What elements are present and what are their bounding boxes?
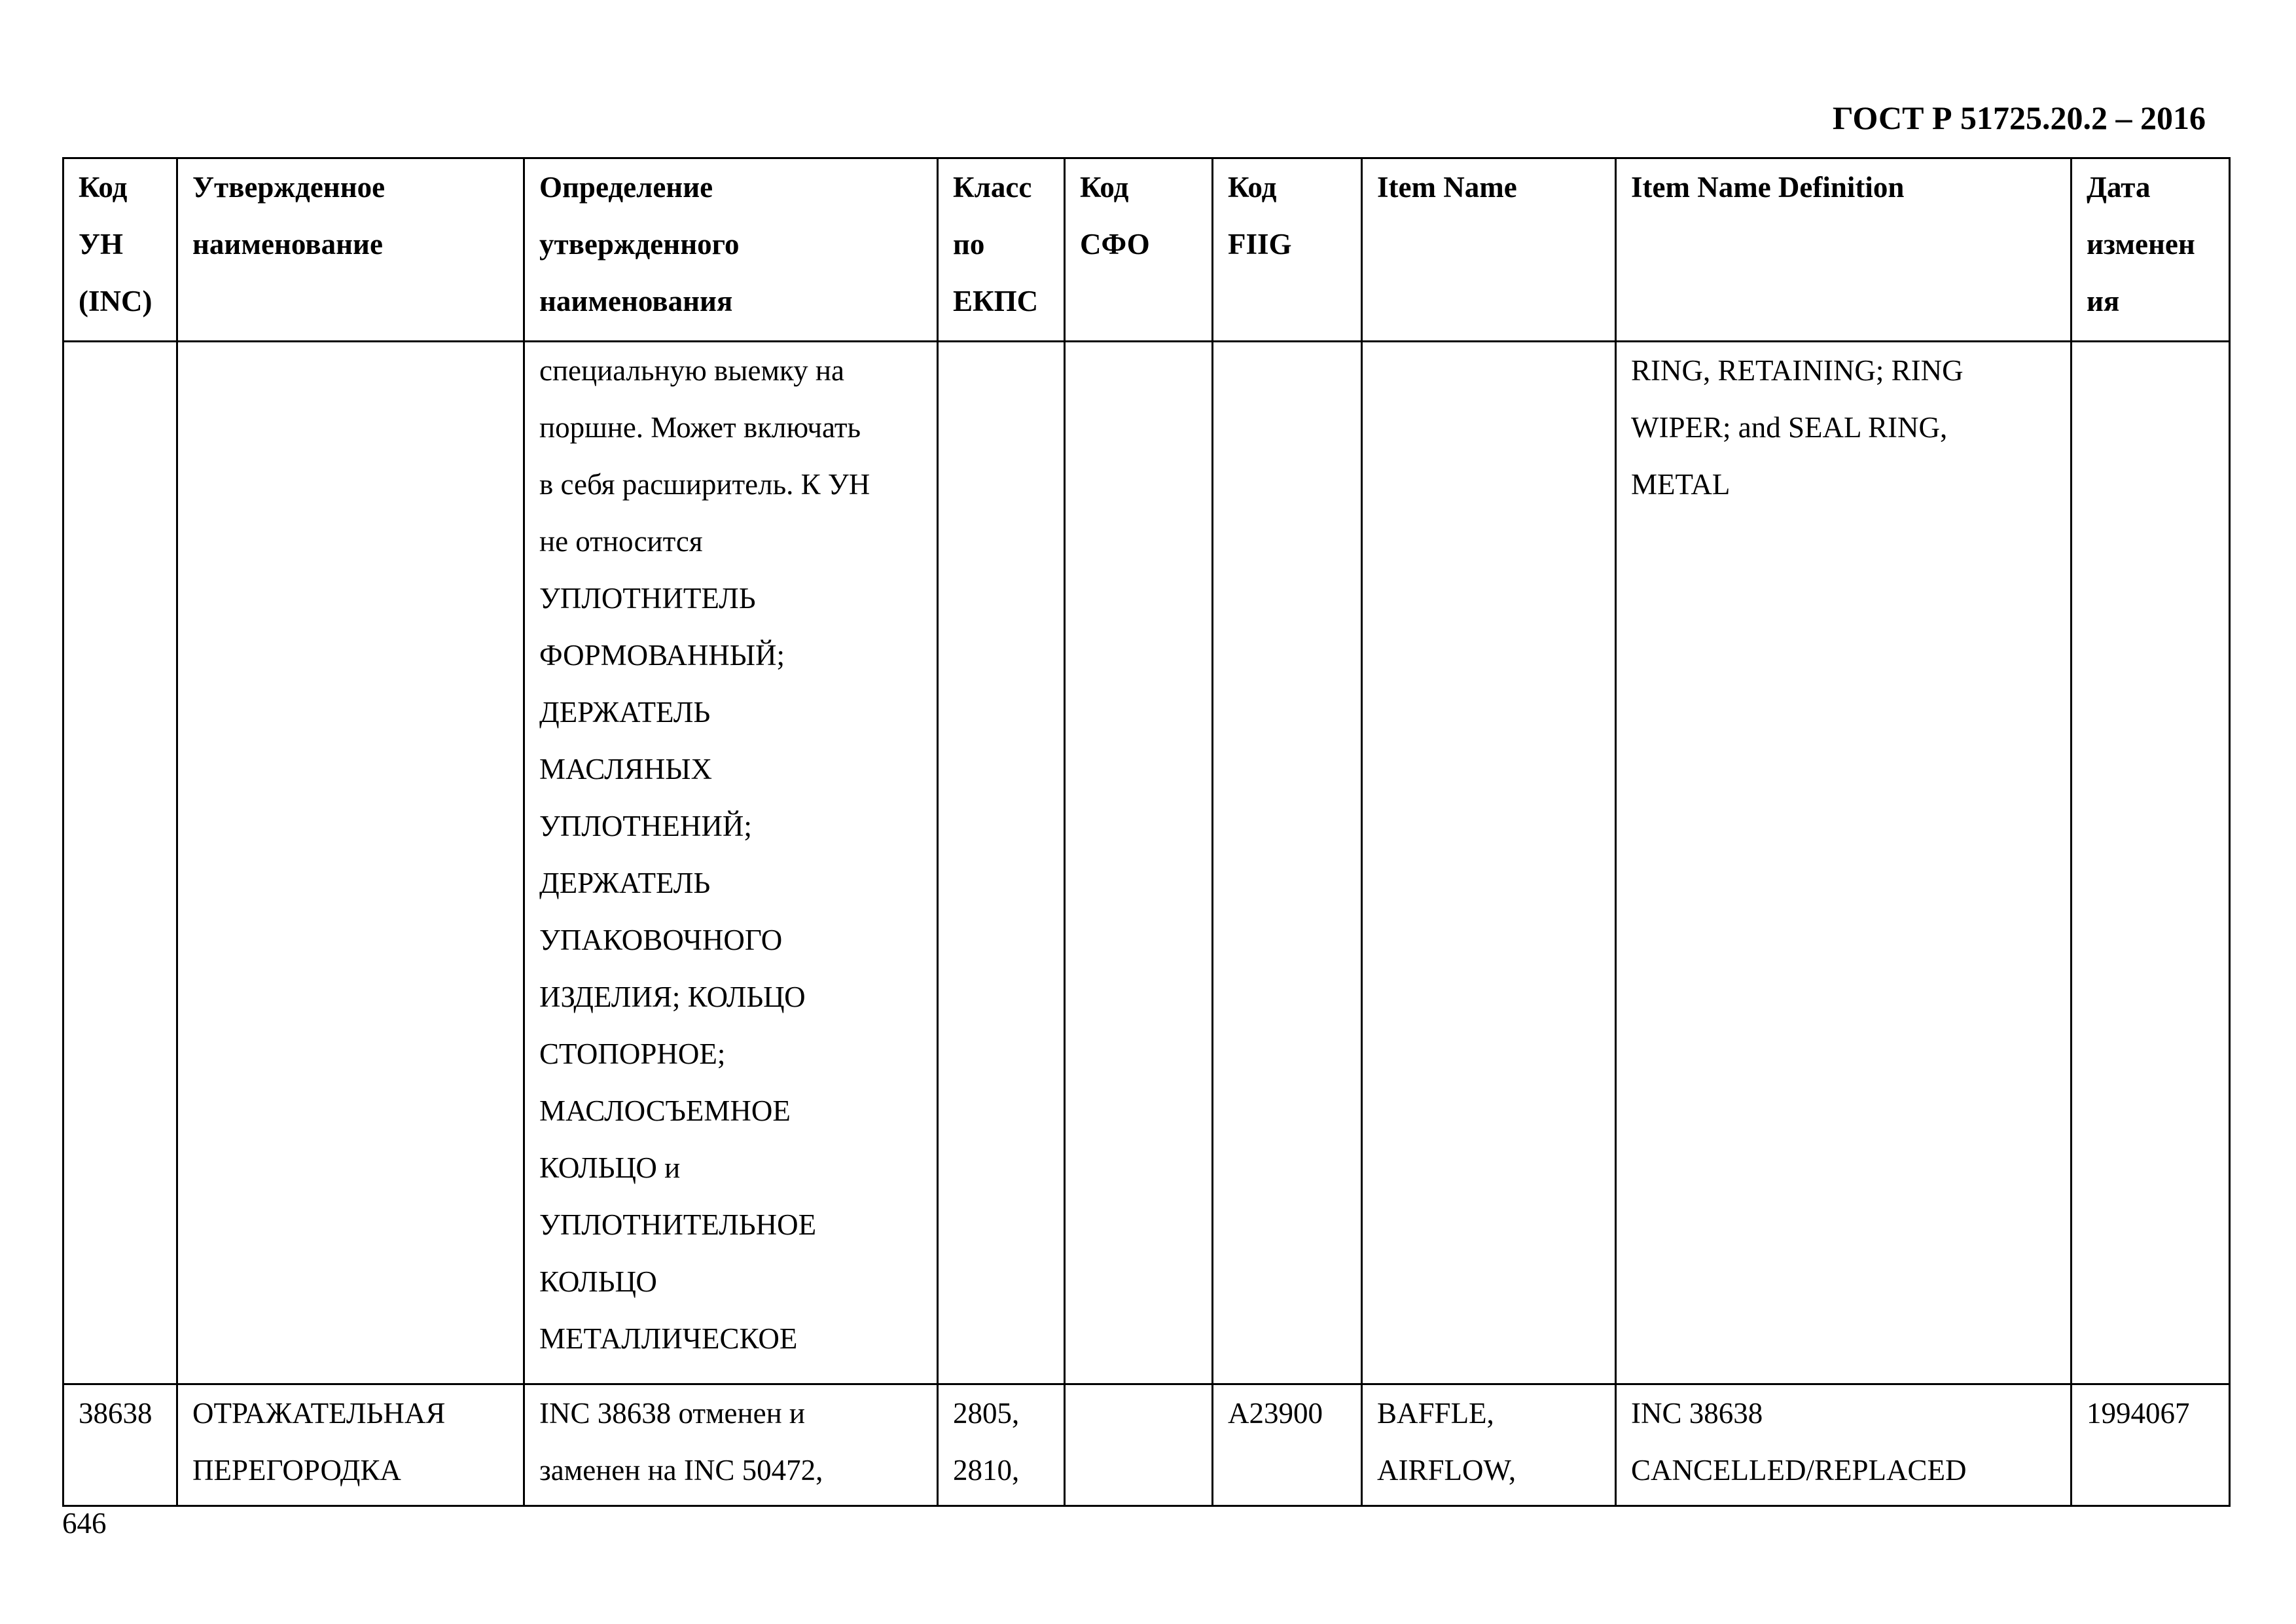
cell-definition: INC 38638 отменен и заменен на INC 50472, (524, 1384, 938, 1506)
col-header-inc-code: Код УН (INC) (63, 158, 177, 342)
col-header-item-name: Item Name (1362, 158, 1616, 342)
page-number: 646 (62, 1507, 107, 1540)
table-row (63, 342, 2230, 1384)
cell-fiig-code: A23900 (1213, 1384, 1362, 1506)
col-header-change-date: Дата изменен ия (2072, 158, 2230, 342)
cell-class: 2805, 2810, (938, 1384, 1065, 1506)
item-names-table (62, 157, 2231, 1507)
cell-change-date (2072, 342, 2230, 1384)
cell-definition: специальную выемку на поршне. Может включать в себя расширитель. К УН не относится УПЛОТНИТЕЛЬ ФОРМОВАННЫЙ; ДЕРЖАТЕЛЬ МАСЛЯНЫХ УПЛОТНЕНИЙ; ДЕРЖАТЕЛЬ УПАКОВОЧНОГО ИЗДЕЛИЯ; КОЛЬЦО СТОПОРНОЕ; МАСЛОСЪЕМНОЕ КОЛЬЦО и УПЛОТНИТЕЛЬНОЕ КОЛЬЦО МЕТАЛЛИЧЕСКОЕ (524, 342, 938, 1384)
cell-approved-name (177, 342, 524, 1384)
table-header-row (63, 158, 2230, 342)
table-row (63, 1384, 2230, 1506)
cell-inc-code (63, 342, 177, 1384)
cell-item-name-definition: RING, RETAINING; RING WIPER; and SEAL RING, METAL (1616, 342, 2072, 1384)
col-header-item-name-definition: Item Name Definition (1616, 158, 2072, 342)
col-header-approved-name: Утвержденное наименование (177, 158, 524, 342)
cell-item-name (1362, 342, 1616, 1384)
cell-sfo-code (1065, 1384, 1213, 1506)
col-header-class: Класс по ЕКПС (938, 158, 1065, 342)
cell-change-date: 1994067 (2072, 1384, 2230, 1506)
standard-header: ГОСТ Р 51725.20.2 – 2016 (1832, 99, 2206, 136)
cell-fiig-code (1213, 342, 1362, 1384)
cell-item-name: BAFFLE, AIRFLOW, (1362, 1384, 1616, 1506)
cell-item-name-definition: INC 38638 CANCELLED/REPLACED (1616, 1384, 2072, 1506)
col-header-definition: Определение утвержденного наименования (524, 158, 938, 342)
col-header-sfo-code: Код СФО (1065, 158, 1213, 342)
cell-class (938, 342, 1065, 1384)
cell-sfo-code (1065, 342, 1213, 1384)
col-header-fiig-code: Код FIIG (1213, 158, 1362, 342)
cell-approved-name: ОТРАЖАТЕЛЬНАЯ ПЕРЕГОРОДКА (177, 1384, 524, 1506)
cell-inc-code: 38638 (63, 1384, 177, 1506)
